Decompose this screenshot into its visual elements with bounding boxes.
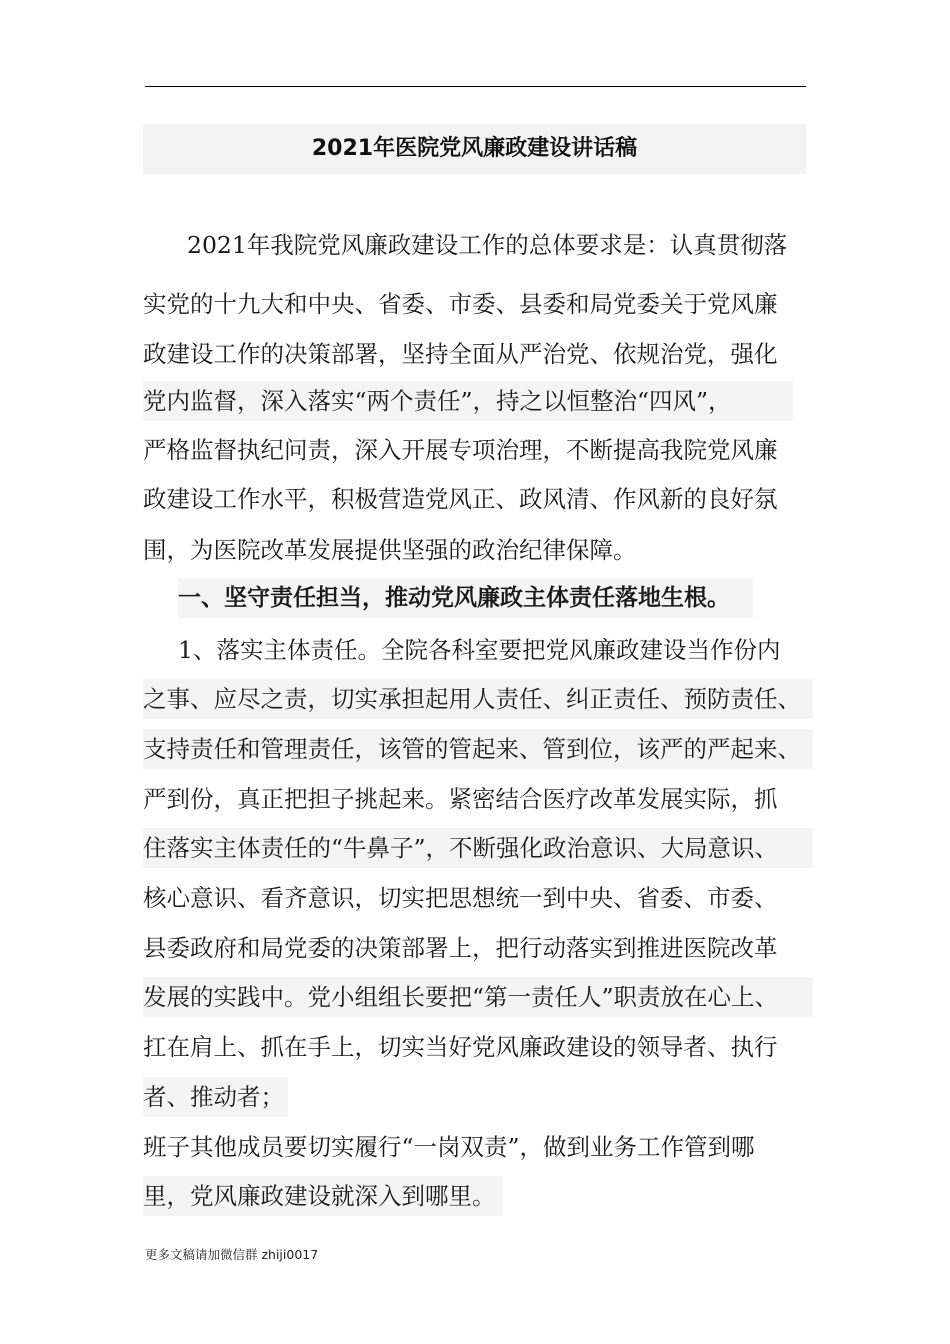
body-line: 发展的实践中。党小组组长要把“第一责任人”职责放在心上、	[143, 977, 813, 1017]
body-line: 党内监督，深入落实“两个责任”，持之以恒整治“四风”，	[143, 381, 793, 421]
body-line: 政建设工作水平，积极营造党风正、政风清、作风新的良好氛	[143, 485, 778, 513]
body-line: 实党的十九大和中央、省委、市委、县委和局党委关于党风廉	[143, 290, 778, 318]
body-line: 严到份，真正把担子挑起来。紧密结合医疗改革发展实际，抓	[143, 785, 778, 813]
body-line: 核心意识、看齐意识，切实把思想统一到中央、省委、市委、	[143, 884, 778, 912]
body-line: 班子其他成员要切实履行“一岗双责”，做到业务工作管到哪	[143, 1133, 755, 1161]
body-line: 住落实主体责任的“牛鼻子”，不断强化政治意识、大局意识、	[143, 828, 813, 868]
body-line: 县委政府和局党委的决策部署上，把行动落实到推进医院改革	[143, 934, 778, 962]
header-rule	[145, 86, 806, 87]
body-line: 严格监督执纪问责，深入开展专项治理，不断提高我院党风廉	[143, 436, 778, 464]
section-heading: 一、坚守责任担当，推动党风廉政主体责任落地生根。	[178, 578, 753, 618]
footer-note: 更多文稿请加微信群 zhiji0017	[145, 1247, 319, 1262]
body-line: 2021年我院党风廉政建设工作的总体要求是：认真贯彻落	[187, 231, 788, 259]
document-title: 2021年医院党风廉政建设讲话稿	[311, 136, 638, 161]
body-line: 扛在肩上、抓在手上，切实当好党风廉政建设的领导者、执行	[143, 1033, 778, 1061]
body-line: 之事、应尽之责，切实承担起用人责任、纠正责任、预防责任、	[143, 679, 813, 719]
body-line: 政建设工作的决策部署，坚持全面从严治党、依规治党，强化	[143, 340, 778, 368]
body-line: 者、推动者；	[143, 1077, 288, 1117]
body-line: 1、落实主体责任。全院各科室要把党风廉政建设当作份内	[178, 636, 781, 664]
body-line: 里，党风廉政建设就深入到哪里。	[143, 1176, 503, 1216]
body-line: 支持责任和管理责任，该管的管起来、管到位，该严的严起来、	[143, 729, 813, 769]
body-line: 围，为医院改革发展提供坚强的政治纪律保障。	[143, 536, 637, 564]
